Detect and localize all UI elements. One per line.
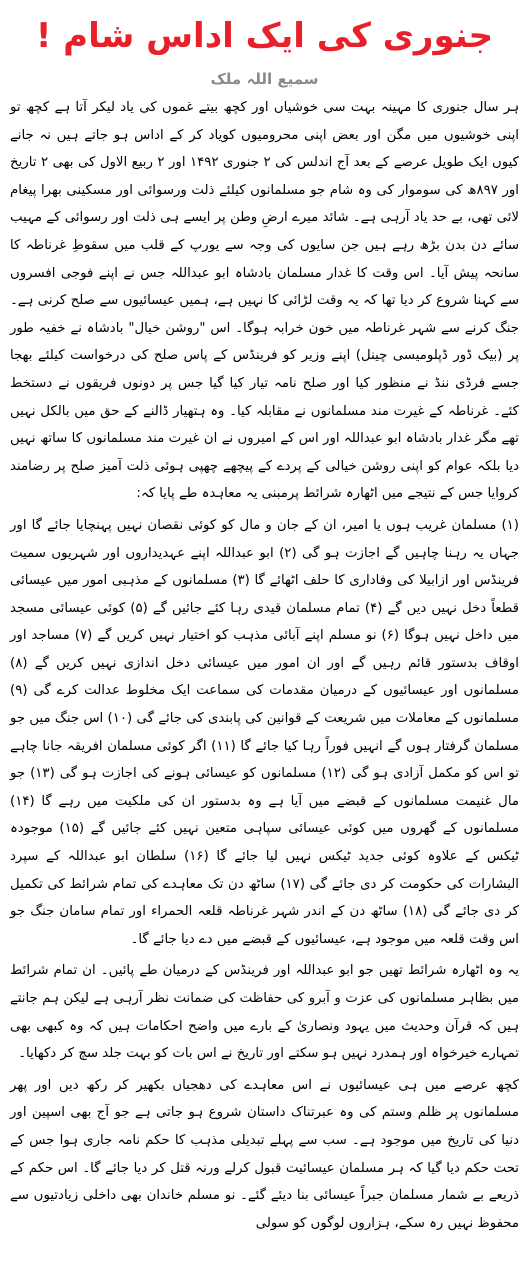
author-byline: سمیع اللہ ملک <box>210 70 319 88</box>
article-body <box>10 94 519 1237</box>
commentary-paragraph: یہ وہ اٹھارہ شرائط تھیں جو ابو عبداللہ اور فرینڈس کے درمیان طے پائیں۔ ان تمام شرائط میں بظاہر مسلمانوں کی عزت و آبرو کی حفاظت کی ضمانت نظر آرہی ہے لیکن ہم جانتے ہیں کہ قرآن وحدیث میں یہود ونصاریٰ کے بارے میں واضح احکامات ہیں کہ وہ کبھی بھی تمہارے خیرخواہ اور ہمدرد نہیں ہو سکتے اور تاریخ نے اس بات کو بہت جلد سچ کر دکھایا۔ <box>10 963 519 1062</box>
treaty-terms-paragraph: (۱) مسلمان غریب ہوں یا امیر، ان کے جان و مال کو کوئی نقصان نہیں پہنچایا جائے گا اور جہاں یہ رہنا چاہیں گے اجازت ہو گی (۲) ابو عبداللہ اپنے عہدیداروں اور شہریوں سمیت فرینڈس اور ازابیلا کی وفاداری کا حلف اٹھائے گا (۳) مسلمانوں کے مذہبی امور میں عیسائی قطعاً دخل نہیں دیں گے (۴) تمام مسلمان قیدی رہا کئے جائیں گے (۵) کوئی عیسائی مسجد میں داخل نہیں ہوگا (۶) نو مسلم اپنے آبائی مذہب کو اختیار نہیں کریں گے (۷) مساجد اور اوقاف بدستور قائم رہیں گے اور ان امور میں عیسائی دخل اندازی نہیں کریں گے (۸) مسلمانوں اور عیسائیوں کے درمیان مقدمات کی سماعت ایک مخلوط عدالت کرے گی (۹) مسلمانوں کے معاملات میں شریعت کے قوانین کی پابندی کی جائے گی (۱۰) اس جنگ میں جو مسلمان گرفتار ہوں گے انہیں فوراً رہا کیا جائے گا (۱۱) اگر کوئی مسلمان افریقہ جانا چاہے تو اس کو مکمل آزادی ہو گی (۱۲) مسلمانوں کو عیسائی ہونے کی اجازت ہو گی (۱۳) جو مال غنیمت مسلمانوں کے قبضے میں آیا ہے وہ بدستور ان کی ملکیت میں رہے گا (۱۴) مسلمانوں کے گھروں میں کوئی عیسائی سپاہی متعین نہیں کئے جائیں گے (۱۵) موجودہ ٹیکس کے علاوہ کوئی جدید ٹیکس نہیں لیا جائے گا (۱۶) سلطان ابو عبداللہ کے سپرد البشارات کی حکومت کر دی جائے گی (۱۷) ساٹھ دن تک معاہدے کی تمام شرائط کی تکمیل کر دی جائے گی (۱۸) ساٹھ دن کے اندر شہر غرناطہ قلعہ الحمراء اور تمام سامان جنگ جو اس وقت قلعہ میں موجود ہے، عیسائیوں کے قبضے میں دے دیا جائے گا۔ <box>10 517 520 947</box>
intro-paragraph: ہر سال جنوری کا مہینہ بہت سی خوشیاں اور کچھ بیتے غموں کی یاد لیکر آتا ہے کچھ تو اپنی خوشیوں میں مگن اور بعض اپنی محرومیوں کویاد کر کے اداس ہو جاتے ہیں نہ جانے کیوں ایک طویل عرصے کے بعد آج اندلس کی ۲ جنوری ۱۴۹۲ اور ۲ ربیع الاول کی بھی ۲ تاریخ اور ۸۹۷ھ کی سوموار کی وہ شام جو مسلمانوں کیلئے ذلت ورسوائی اور مسکینی بھرا پیغام لائی تھی، بے حد یاد آرہی ہے۔ شائد میرے ارضِ وطن پر ایسے ہی ذلت اور رسوائی کے مہیب سائے دن بدن بڑھ رہے ہیں جن سایوں کی وجہ سے یورپ کے قلب میں سقوطِ غرناطہ کا سانحہ پیش آیا۔ اس وقت کا غدار مسلمان بادشاہ ابو عبداللہ جس نے اپنے فوجی افسروں سے کہنا شروع کر دیا تھا کہ یہ وقت لڑائی کا نہیں ہے، ہمیں عیسائیوں سے صلح کرنی ہے۔ جنگ کرنے سے شہر غرناطہ میں خون خرابہ ہوگا۔ اس "روشن خیال" بادشاہ نے خفیہ طور پر (بیک ڈور ڈپلومیسی چینل) اپنے وزیر کو فرینڈس کے پاس صلح کی درخواست کیلئے بھجا جسے فرڈی ننڈ نے منظور کیا اور صلح نامہ تیار کیا گیا جس پر دونوں فریقوں نے دستخط کئے۔ غرناطہ کے غیرت مند مسلمانوں نے مقابلہ کیا۔ وہ ہتھیار ڈالنے کے حق میں بالکل نہیں تھے مگر غدار بادشاہ ابو عبداللہ اور اس کے امیروں نے ان غیرت مند مسلمانوں کا ساتھ نہیں دیا بلکہ عوام کو اپنی روشن خیالی کے پردے کے پیچھے چھپی ہوئی ذلت آمیز صلح پر رضامند کروایا جس کے نتیجے میں اٹھارہ شرائط پرمبنی یہ معاہدہ طے پایا کہ: <box>10 100 519 502</box>
article-page <box>0 14 529 1272</box>
aftermath-paragraph: کچھ عرصے میں ہی عیسائیوں نے اس معاہدے کی دھجیاں بکھیر کر رکھ دیں اور پھر مسلمانوں پر ظلم وستم کی وہ عبرتناک داستان شروع ہو جاتی ہے جو آج بھی اسپین اور دنیا کی تاریخ میں موجود ہے۔ سب سے پہلے تبدیلی مذہب کا حکم نامہ جاری ہوا جس کے تحت حکم دیا گیا کہ ہر مسلمان عیسائیت قبول کرلے ورنہ قتل کر دیا جائے گا۔ اس حکم کے ذریعے بے شمار مسلمان جبراً عیسائی بنا دیئے گئے۔ نو مسلم خاندان بھی داخلی زیادتیوں سے محفوظ نہیں رہ سکے، ہزاروں لوگوں کو سولی <box>10 1077 519 1231</box>
article-title: جنوری کی ایک اداس شام ! <box>35 16 494 56</box>
